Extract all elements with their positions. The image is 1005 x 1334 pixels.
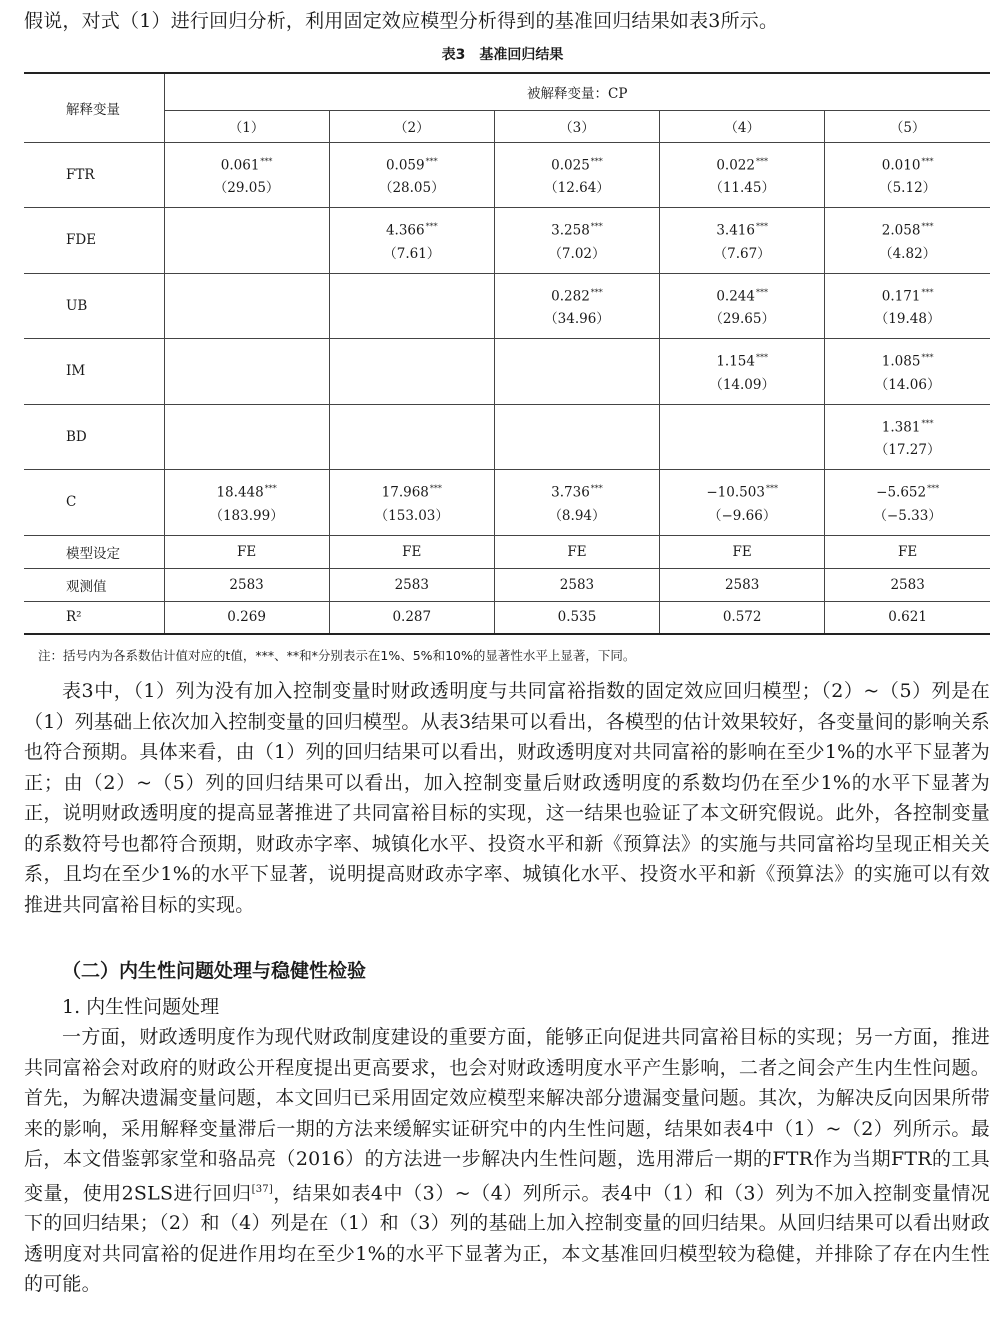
significance-stars: *** — [921, 353, 934, 362]
significance-stars: *** — [590, 222, 603, 231]
coefficient-line — [330, 150, 494, 178]
summary-label: 模型设定 — [24, 535, 164, 568]
coefficient-value: 1.085 — [881, 353, 921, 370]
coefficient-line — [495, 150, 659, 178]
coefficient-line — [660, 281, 824, 309]
table-note: 注：括号内为各系数估计值对应的t值，***、**和*分别表示在1%、5%和10%的显著性水平上显著，下同。 — [38, 648, 636, 663]
summary-value: 0.621 — [825, 601, 990, 634]
coefficient-line — [825, 150, 990, 178]
summary-label: 观测值 — [24, 568, 164, 601]
t-value: （17.27） — [874, 442, 941, 458]
coefficient-value: 3.736 — [551, 484, 590, 501]
coefficient-cell — [660, 404, 825, 470]
coefficient-line — [660, 477, 824, 505]
coefficient-cell — [164, 273, 329, 339]
column-header: （5） — [825, 110, 990, 142]
table-row — [24, 142, 990, 208]
coefficient-cell — [329, 470, 494, 536]
summary-value: 0.572 — [660, 601, 825, 634]
significance-stars: *** — [927, 484, 940, 493]
coefficient-cell — [329, 273, 494, 339]
coefficient-value: 0.171 — [881, 288, 921, 304]
t-value: （29.05） — [213, 180, 280, 196]
t-value: （7.61） — [383, 245, 441, 262]
coefficient-value: 0.010 — [881, 157, 921, 173]
table-caption: 表3 基准回归结果 — [441, 47, 564, 63]
coefficient-cell — [329, 339, 494, 405]
significance-stars: *** — [425, 156, 438, 166]
coefficient-cell — [494, 273, 659, 339]
summary-row — [24, 535, 990, 568]
coefficient-cell — [825, 404, 990, 470]
significance-stars: *** — [590, 484, 603, 493]
coefficient-value: 3.258 — [551, 222, 590, 239]
coefficient-cell — [329, 208, 494, 274]
summary-value: 0.535 — [494, 601, 659, 634]
dependent-variable-label: 被解释变量：CP — [164, 73, 990, 110]
coefficient-cell — [660, 273, 825, 339]
significance-stars: *** — [755, 287, 768, 297]
coefficient-cell — [329, 404, 494, 470]
coefficient-cell — [494, 404, 659, 470]
intro-text: 假说，对式（1）进行回归分析，利用固定效应模型分析得到的基准回归结果如表3所示。 — [24, 10, 779, 32]
summary-value: 0.287 — [329, 601, 494, 634]
summary-value: 2583 — [329, 568, 494, 601]
paragraph-2 — [24, 1022, 990, 1300]
t-value: （4.82） — [879, 245, 937, 262]
column-number-row — [24, 110, 990, 142]
variable-label: BD — [24, 404, 164, 470]
table-row — [24, 208, 990, 274]
variable-label: IM — [24, 339, 164, 405]
significance-stars: *** — [755, 353, 768, 362]
coefficient-line — [825, 281, 990, 309]
coefficient-line — [330, 477, 494, 505]
coefficient-cell — [660, 208, 825, 274]
coefficient-cell — [164, 208, 329, 274]
t-value: （12.64） — [544, 180, 610, 196]
coefficient-line — [330, 215, 494, 243]
coefficient-value: 0.025 — [551, 157, 590, 173]
variable-label: UB — [24, 273, 164, 339]
summary-value: 0.269 — [164, 601, 329, 634]
table-row — [24, 404, 990, 470]
coefficient-line — [660, 346, 824, 374]
t-value: （28.05） — [378, 180, 445, 196]
coefficient-cell — [660, 470, 825, 536]
t-value: （153.03） — [374, 507, 449, 524]
coefficient-line — [165, 150, 329, 178]
coefficient-value: −5.652 — [876, 484, 927, 501]
coefficient-line — [825, 346, 990, 374]
significance-stars: *** — [921, 222, 934, 231]
coefficient-value: 0.022 — [716, 157, 755, 173]
coefficient-value: 1.381 — [881, 419, 921, 435]
coefficient-cell — [494, 470, 659, 536]
coefficient-line — [660, 215, 824, 243]
coefficient-line — [825, 477, 990, 505]
coefficient-value: 18.448 — [216, 484, 264, 501]
coefficient-cell — [825, 208, 990, 274]
coefficient-value: 0.244 — [716, 288, 755, 304]
t-value: （183.99） — [209, 507, 284, 524]
summary-value: FE — [825, 535, 990, 568]
summary-label: R² — [24, 601, 164, 634]
regression-table — [24, 72, 990, 635]
t-value: （7.02） — [548, 245, 606, 262]
coefficient-cell — [164, 339, 329, 405]
paragraph-2-rest: ，结果如表4中（3）~（4）列所示。表4中（1）和（3）列为不加入控制变量情况下的回归结果；（2）和（4）列是在（1）和（3）列的基础上加入控制变量的回归结果。从回归结果可以看出财政透明度对共同富裕的促进作用均在至少1%的水平下显著为正，本文基准回归模型较为稳健，并排除了存在内生性的可能。 — [24, 1181, 990, 1296]
column-header: （1） — [164, 110, 329, 142]
t-value: （8.94） — [548, 507, 606, 524]
summary-value: FE — [660, 535, 825, 568]
summary-value: FE — [329, 535, 494, 568]
paragraph-2-text: 一方面，财政透明度作为现代财政制度建设的重要方面，能够正向促进共同富裕目标的实现；另一方面，推进共同富裕会对政府的财政公开程度提出更高要求，也会对财政透明度水平产生影响，二者之间会产生内生性问题。首先，为解决遗漏变量问题，本文回归已采用固定效应模型来解决部分遗漏变量问题。其次，为解决反向因果所带来的影响，采用解释变量滞后一期的方法来缓解实证研究中的内生性问题，结果如表4中（1）~（2）列所示。最后，本文借鉴郭家堂和骆品亮（2016）的方法进一步解决内生性问题，选用滞后一期的FTR作为当期FTR的工具变量，使用2SLS进行回归 — [24, 1026, 990, 1204]
coefficient-cell — [494, 208, 659, 274]
coefficient-value: 0.059 — [385, 157, 425, 173]
coefficient-line — [495, 477, 659, 505]
t-value: （7.67） — [713, 245, 771, 262]
subsection-heading: 1. 内生性问题处理 — [62, 996, 220, 1018]
significance-stars: *** — [755, 156, 768, 166]
summary-value: 2583 — [164, 568, 329, 601]
summary-row — [24, 601, 990, 634]
significance-stars: *** — [921, 156, 934, 166]
coefficient-cell — [164, 404, 329, 470]
coefficient-cell — [825, 470, 990, 536]
coefficient-value: 1.154 — [716, 353, 755, 370]
coefficient-line — [495, 215, 659, 243]
significance-stars: *** — [921, 418, 934, 428]
coefficient-cell — [660, 339, 825, 405]
coefficient-cell — [164, 470, 329, 536]
significance-stars: *** — [921, 287, 934, 297]
coefficient-value: 0.282 — [551, 288, 590, 304]
coefficient-line — [660, 150, 824, 178]
t-value: （14.09） — [709, 376, 775, 393]
coefficient-cell — [660, 142, 825, 208]
t-value: （5.12） — [879, 180, 937, 196]
coefficient-line — [165, 477, 329, 505]
table-row — [24, 470, 990, 536]
coefficient-cell — [164, 142, 329, 208]
t-value: （11.45） — [709, 180, 775, 196]
table-row — [24, 339, 990, 405]
coefficient-value: 17.968 — [381, 484, 429, 501]
coefficient-value: 3.416 — [716, 222, 755, 239]
column-header: （3） — [494, 110, 659, 142]
significance-stars: *** — [264, 484, 277, 493]
citation-ref: [37] — [251, 1183, 273, 1195]
t-value: （34.96） — [544, 311, 610, 327]
column-header: （2） — [329, 110, 494, 142]
summary-value: FE — [164, 535, 329, 568]
significance-stars: *** — [260, 156, 273, 166]
header-row — [24, 73, 990, 110]
t-value: （19.48） — [874, 311, 941, 327]
coefficient-line — [825, 412, 990, 440]
coefficient-value: 4.366 — [385, 222, 425, 239]
coefficient-value: −10.503 — [706, 484, 765, 501]
table-row — [24, 273, 990, 339]
coefficient-cell — [329, 142, 494, 208]
significance-stars: *** — [765, 484, 778, 493]
paragraph-1: 表3中，（1）列为没有加入控制变量时财政透明度与共同富裕指数的固定效应回归模型；（2）~（5）列是在（1）列基础上依次加入控制变量的回归模型。从表3结果可以看出，各模型的估计效果较好，各变量间的影响关系也符合预期。具体来看，由（1）列的回归结果可以看出，财政透明度对共同富裕的影响在至少1%的水平下显著为正；由（2）~（5）列的回归结果可以看出，加入控制变量后财政透明度的系数均仍在至少1%的水平下显著为正，说明财政透明度的提高显著推进了共同富裕目标的实现，这一结果也验证了本文研究假说。此外，各控制变量的系数符号也都符合预期，财政赤字率、城镇化水平、投资水平和新《预算法》的实施与共同富裕均呈现正相关关系，且均在至少1%的水平下显著，说明提高财政赤字率、城镇化水平、投资水平和新《预算法》的实施可以有效推进共同富裕目标的实现。 — [24, 680, 990, 916]
section-heading: （二）内生性问题处理与稳健性检验 — [62, 960, 367, 982]
variable-label: FDE — [24, 208, 164, 274]
coefficient-line — [825, 215, 990, 243]
t-value: （−5.33） — [873, 507, 942, 524]
coefficient-cell — [494, 142, 659, 208]
coefficient-cell — [825, 142, 990, 208]
column-header: （4） — [660, 110, 825, 142]
significance-stars: *** — [590, 156, 603, 166]
row-header-label: 解释变量 — [24, 73, 164, 142]
coefficient-value: 2.058 — [881, 222, 921, 239]
significance-stars: *** — [429, 484, 442, 493]
t-value: （14.06） — [874, 376, 941, 393]
summary-row — [24, 568, 990, 601]
t-value: （29.65） — [709, 311, 775, 327]
variable-label: C — [24, 470, 164, 536]
significance-stars: *** — [425, 222, 438, 231]
summary-value: FE — [494, 535, 659, 568]
significance-stars: *** — [755, 222, 768, 231]
summary-value: 2583 — [660, 568, 825, 601]
variable-label: FTR — [24, 142, 164, 208]
coefficient-cell — [825, 273, 990, 339]
t-value: （−9.66） — [707, 507, 777, 524]
significance-stars: *** — [590, 287, 603, 297]
summary-value: 2583 — [825, 568, 990, 601]
coefficient-value: 0.061 — [220, 157, 260, 173]
summary-value: 2583 — [494, 568, 659, 601]
coefficient-line — [495, 281, 659, 309]
coefficient-cell — [825, 339, 990, 405]
coefficient-cell — [494, 339, 659, 405]
